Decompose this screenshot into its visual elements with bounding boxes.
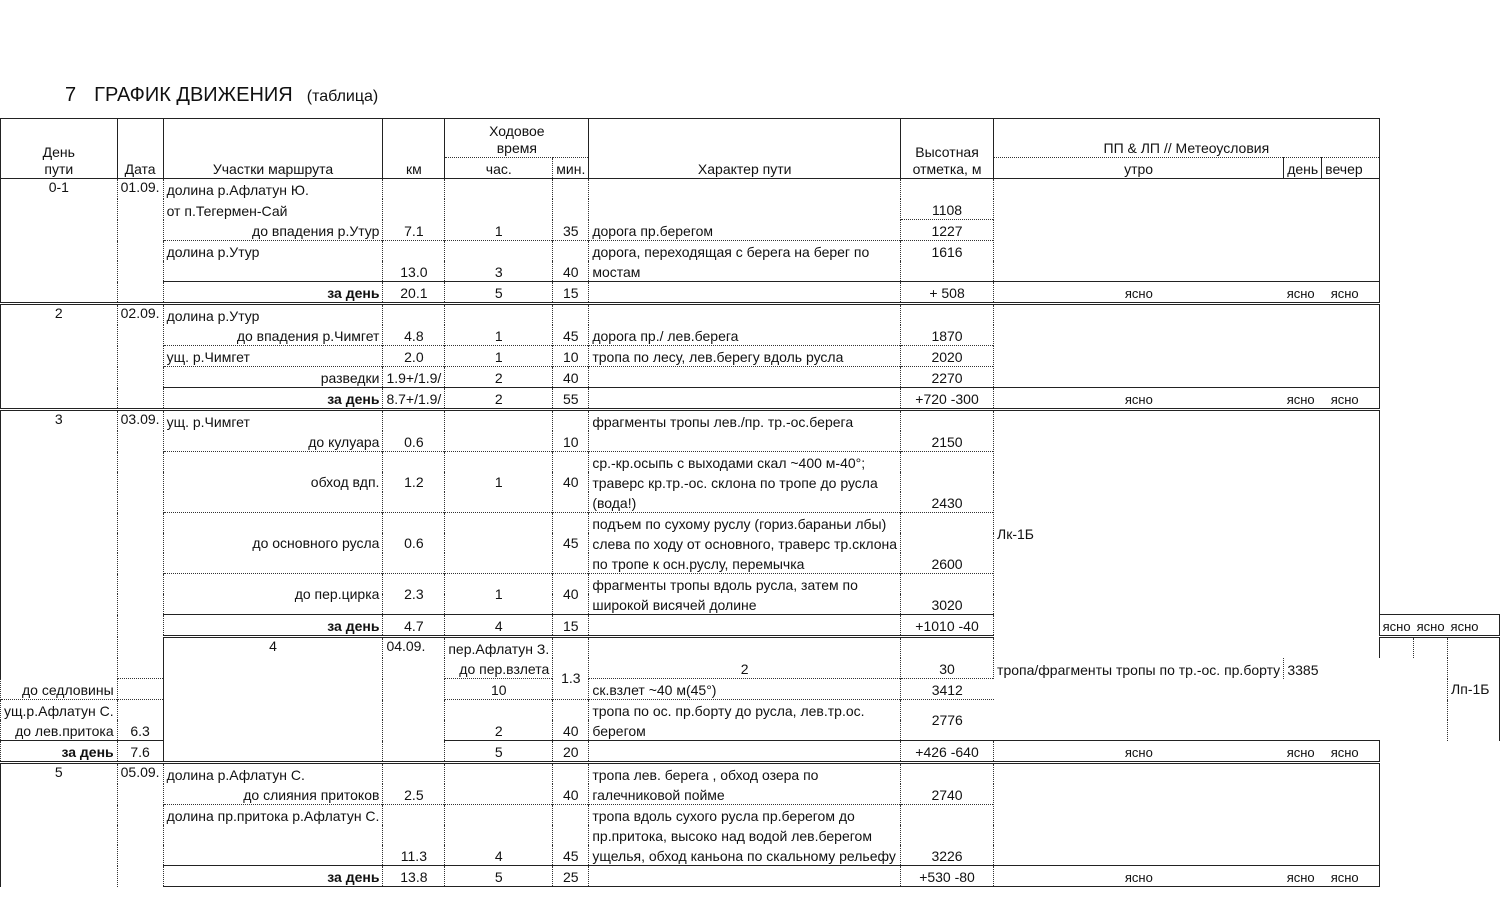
altitude-value: 3020 <box>901 574 994 615</box>
km-value: 0.6 <box>383 431 445 452</box>
hours-value: 2 <box>445 367 553 388</box>
route-segment: ущ. р.Чимгет <box>163 410 383 432</box>
day-number: 3 <box>1 410 118 679</box>
mins-value: 35 <box>553 220 589 241</box>
pass-category: Лп-1Б <box>1448 637 1499 741</box>
km-total: 20.1 <box>383 282 445 304</box>
table-row <box>1 179 1500 200</box>
weather-morning: ясно <box>994 388 1284 410</box>
path-character: траверс кр.тр.-ос. склона по тропе до русла <box>589 472 901 492</box>
mins-value: 40 <box>553 367 589 388</box>
weather-morning: ясно <box>994 866 1284 887</box>
route-segment: долина р.Афлатун Ю. <box>163 179 383 200</box>
header-km: км <box>383 119 445 179</box>
km-value: 13.0 <box>383 261 445 282</box>
header-day: День пути <box>1 119 118 179</box>
altitude-value: 1616 <box>901 241 994 262</box>
path-character: мостам <box>589 261 901 282</box>
route-segment: долина пр.притока р.Афлатун С. <box>163 805 383 826</box>
route-segment: разведки <box>163 367 383 388</box>
route-segment: до впадения р.Чимгет <box>163 325 383 346</box>
day-total-label: за день <box>163 388 383 410</box>
km-value: 2.5 <box>383 784 445 805</box>
weather-evening: ясно <box>1322 388 1379 410</box>
day-date: 04.09. <box>383 637 445 763</box>
weather-evening: ясно <box>1322 282 1379 304</box>
altitude-value: 2600 <box>901 513 994 574</box>
day-total-row <box>1 866 1500 887</box>
route-segment: обход вдп. <box>163 452 383 513</box>
day-number: 5 <box>1 763 118 887</box>
km-value: 0.6 <box>383 513 445 574</box>
altitude-value: 2776 <box>901 700 994 741</box>
weather-evening: ясно <box>1448 615 1499 637</box>
altitude-value: 2150 <box>901 431 994 452</box>
pass-category: Лк-1Б <box>994 410 1380 659</box>
km-value: 11.3 <box>383 845 445 866</box>
day-date: 02.09. <box>117 304 163 410</box>
mins-value: 10 <box>445 679 553 700</box>
mins-value: 40 <box>553 574 589 615</box>
hours-value: 2 <box>589 658 901 679</box>
path-character: ср.-кр.осыпь с выходами скал ~400 м-40°; <box>589 452 901 473</box>
mins-value: 40 <box>553 720 589 741</box>
header-weather: ПП & ЛП // Метеоусловия <box>994 119 1380 158</box>
day-total-row <box>1 388 1500 410</box>
route-segment: до седловины <box>1 679 118 700</box>
day-date: 05.09. <box>117 763 163 887</box>
hours-value: 1 <box>445 574 553 615</box>
mins-value: 40 <box>553 784 589 805</box>
altitude-total: + 508 <box>901 282 994 304</box>
km-value: 7.1 <box>383 220 445 241</box>
day-number: 2 <box>1 304 118 410</box>
km-value: 2.0 <box>383 346 445 367</box>
path-character: по тропе к осн.руслу, перемычка <box>589 553 901 574</box>
mins-value: 30 <box>901 658 994 679</box>
altitude-value: 3226 <box>901 845 994 866</box>
path-character: тропа по ос. пр.борту до русла, лев.тр.ос. <box>589 700 901 721</box>
km-value: 6.3 <box>117 720 163 741</box>
mins-total: 55 <box>553 388 589 410</box>
altitude-total: +720 -300 <box>901 388 994 410</box>
path-character: (вода!) <box>589 492 901 513</box>
km-total: 4.7 <box>383 615 445 637</box>
altitude-total: +1010 -40 <box>901 615 994 637</box>
header-daytime: день <box>1284 158 1322 179</box>
section-subtitle: (таблица) <box>306 88 379 105</box>
table-row <box>1 304 1500 326</box>
km-total: 8.7+/1.9/ <box>383 388 445 410</box>
table-row <box>1 763 1500 785</box>
path-character: дорога, переходящая с берега на берег по <box>589 241 901 262</box>
table-row <box>1 410 1500 432</box>
header-row <box>1 119 1500 158</box>
path-character: тропа вдоль сухого русла пр.берегом до <box>589 805 901 826</box>
route-segment: до кулуара <box>163 431 383 452</box>
mins-value: 45 <box>553 513 589 574</box>
mins-value: 10 <box>553 431 589 452</box>
day-date: 01.09. <box>117 179 163 304</box>
km-value: 2.3 <box>383 574 445 615</box>
km-value: 1.2 <box>383 452 445 513</box>
altitude-value: 1227 <box>901 220 994 241</box>
day-total-label: за день <box>163 866 383 887</box>
route-segment: долина р.Утур <box>163 304 383 326</box>
header-mins: мин. <box>553 158 589 179</box>
header-altitude: Высотная отметка, м <box>901 119 994 179</box>
mins-value: 45 <box>553 845 589 866</box>
header-character: Характер пути <box>589 119 901 179</box>
header-evening: вечер <box>1322 158 1379 179</box>
altitude-total: +530 -80 <box>901 866 994 887</box>
day-total-row <box>1 282 1500 304</box>
day-total-label: за день <box>163 282 383 304</box>
path-character: тропа/фрагменты тропы по тр.-ос. пр.борту <box>994 658 1284 679</box>
altitude-value: 3385 <box>1284 658 1322 679</box>
hours-value: 3 <box>445 261 553 282</box>
altitude-total: +426 -640 <box>901 741 994 763</box>
day-total-label: за день <box>1 741 118 763</box>
header-time: Ходовое время <box>445 119 589 158</box>
route-segment: долина р.Утур <box>163 241 383 262</box>
altitude-value: 2020 <box>901 346 994 367</box>
hours-value: 1 <box>445 325 553 346</box>
weather-evening: ясно <box>1322 866 1379 887</box>
hours-total: 5 <box>445 282 553 304</box>
header-date: Дата <box>117 119 163 179</box>
route-segment: до основного русла <box>163 513 383 574</box>
km-total: 13.8 <box>383 866 445 887</box>
header-route: Участки маршрута <box>163 119 383 179</box>
km-total: 7.6 <box>117 741 163 763</box>
weather-day: ясно <box>1284 741 1322 763</box>
section-number: 7 <box>65 84 77 106</box>
km-value: 1.9+/1.9/ <box>383 367 445 388</box>
day-number: 4 <box>163 637 383 763</box>
route-segment: от п.Тегермен-Сай <box>163 199 383 220</box>
km-value: 1.3 <box>553 658 589 700</box>
hours-value: 2 <box>445 720 553 741</box>
day-total-label: за день <box>163 615 383 637</box>
page-title <box>65 84 378 107</box>
km-value: 4.8 <box>383 325 445 346</box>
mins-value: 10 <box>553 346 589 367</box>
route-segment: до лев.притока <box>1 720 118 741</box>
mins-value: 45 <box>553 325 589 346</box>
altitude-value: 1870 <box>901 325 994 346</box>
header-morning: утро <box>994 158 1284 179</box>
weather-day: ясно <box>1284 866 1322 887</box>
route-segment: ущ. р.Чимгет <box>163 346 383 367</box>
day-date: 03.09. <box>117 410 163 679</box>
path-character: берегом <box>589 720 901 741</box>
hours-value: 1 <box>445 346 553 367</box>
altitude-value: 2740 <box>901 784 994 805</box>
route-segment: пер.Афлатун З. <box>445 637 553 659</box>
path-character: тропа лев. берега , обход озера по <box>589 763 901 785</box>
altitude-value: 2430 <box>901 452 994 513</box>
weather-day: ясно <box>1284 388 1322 410</box>
movement-schedule-table <box>0 118 1500 887</box>
mins-value: 40 <box>553 452 589 513</box>
hours-value: 4 <box>445 845 553 866</box>
path-character: дорога пр.берегом <box>589 220 901 241</box>
weather-morning: ясно <box>1379 615 1413 637</box>
section-title: ГРАФИК ДВИЖЕНИЯ <box>94 84 293 106</box>
weather-evening: ясно <box>1322 741 1379 763</box>
weather-morning: ясно <box>994 741 1284 763</box>
path-character: подъем по сухому руслу (гориз.бараньи лбы) <box>589 513 901 534</box>
route-segment: до пер.взлета <box>445 658 553 679</box>
weather-day: ясно <box>1284 282 1322 304</box>
path-character: широкой висячей долине <box>589 594 901 615</box>
weather-day: ясно <box>1414 615 1448 637</box>
path-character: ск.взлет ~40 м(45°) <box>589 679 901 700</box>
route-segment: долина р.Афлатун С. <box>163 763 383 785</box>
path-character: слева по ходу от основного, траверс тр.склона <box>589 533 901 553</box>
altitude-value: 1108 <box>901 199 994 220</box>
mins-total: 25 <box>553 866 589 887</box>
route-segment: до впадения р.Утур <box>163 220 383 241</box>
mins-total: 20 <box>553 741 589 763</box>
path-character: галечниковой пойме <box>589 784 901 805</box>
hours-total: 4 <box>445 615 553 637</box>
route-segment: до пер.цирка <box>163 574 383 615</box>
day-number: 0-1 <box>1 179 118 304</box>
mins-total: 15 <box>553 282 589 304</box>
weather-morning: ясно <box>994 282 1284 304</box>
path-character: тропа по лесу, лев.берегу вдоль русла <box>589 346 901 367</box>
hours-value: 1 <box>445 220 553 241</box>
hours-value: 1 <box>445 452 553 513</box>
route-segment: ущ.р.Афлатун С. <box>1 700 118 721</box>
path-character: ущелья, обход каньона по скальному рельефу <box>589 845 901 866</box>
route-segment: до слияния притоков <box>163 784 383 805</box>
path-character: фрагменты тропы вдоль русла, затем по <box>589 574 901 595</box>
hours-total: 5 <box>445 866 553 887</box>
mins-total: 15 <box>553 615 589 637</box>
mins-value: 40 <box>553 261 589 282</box>
altitude-value: 3412 <box>901 679 994 700</box>
hours-total: 5 <box>445 741 553 763</box>
hours-total: 2 <box>445 388 553 410</box>
path-character: пр.притока, высоко над водой лев.берегом <box>589 825 901 845</box>
path-character: фрагменты тропы лев./пр. тр.-ос.берега <box>589 410 901 432</box>
path-character: дорога пр./ лев.берега <box>589 325 901 346</box>
altitude-value: 2270 <box>901 367 994 388</box>
header-hours: час. <box>445 158 553 179</box>
